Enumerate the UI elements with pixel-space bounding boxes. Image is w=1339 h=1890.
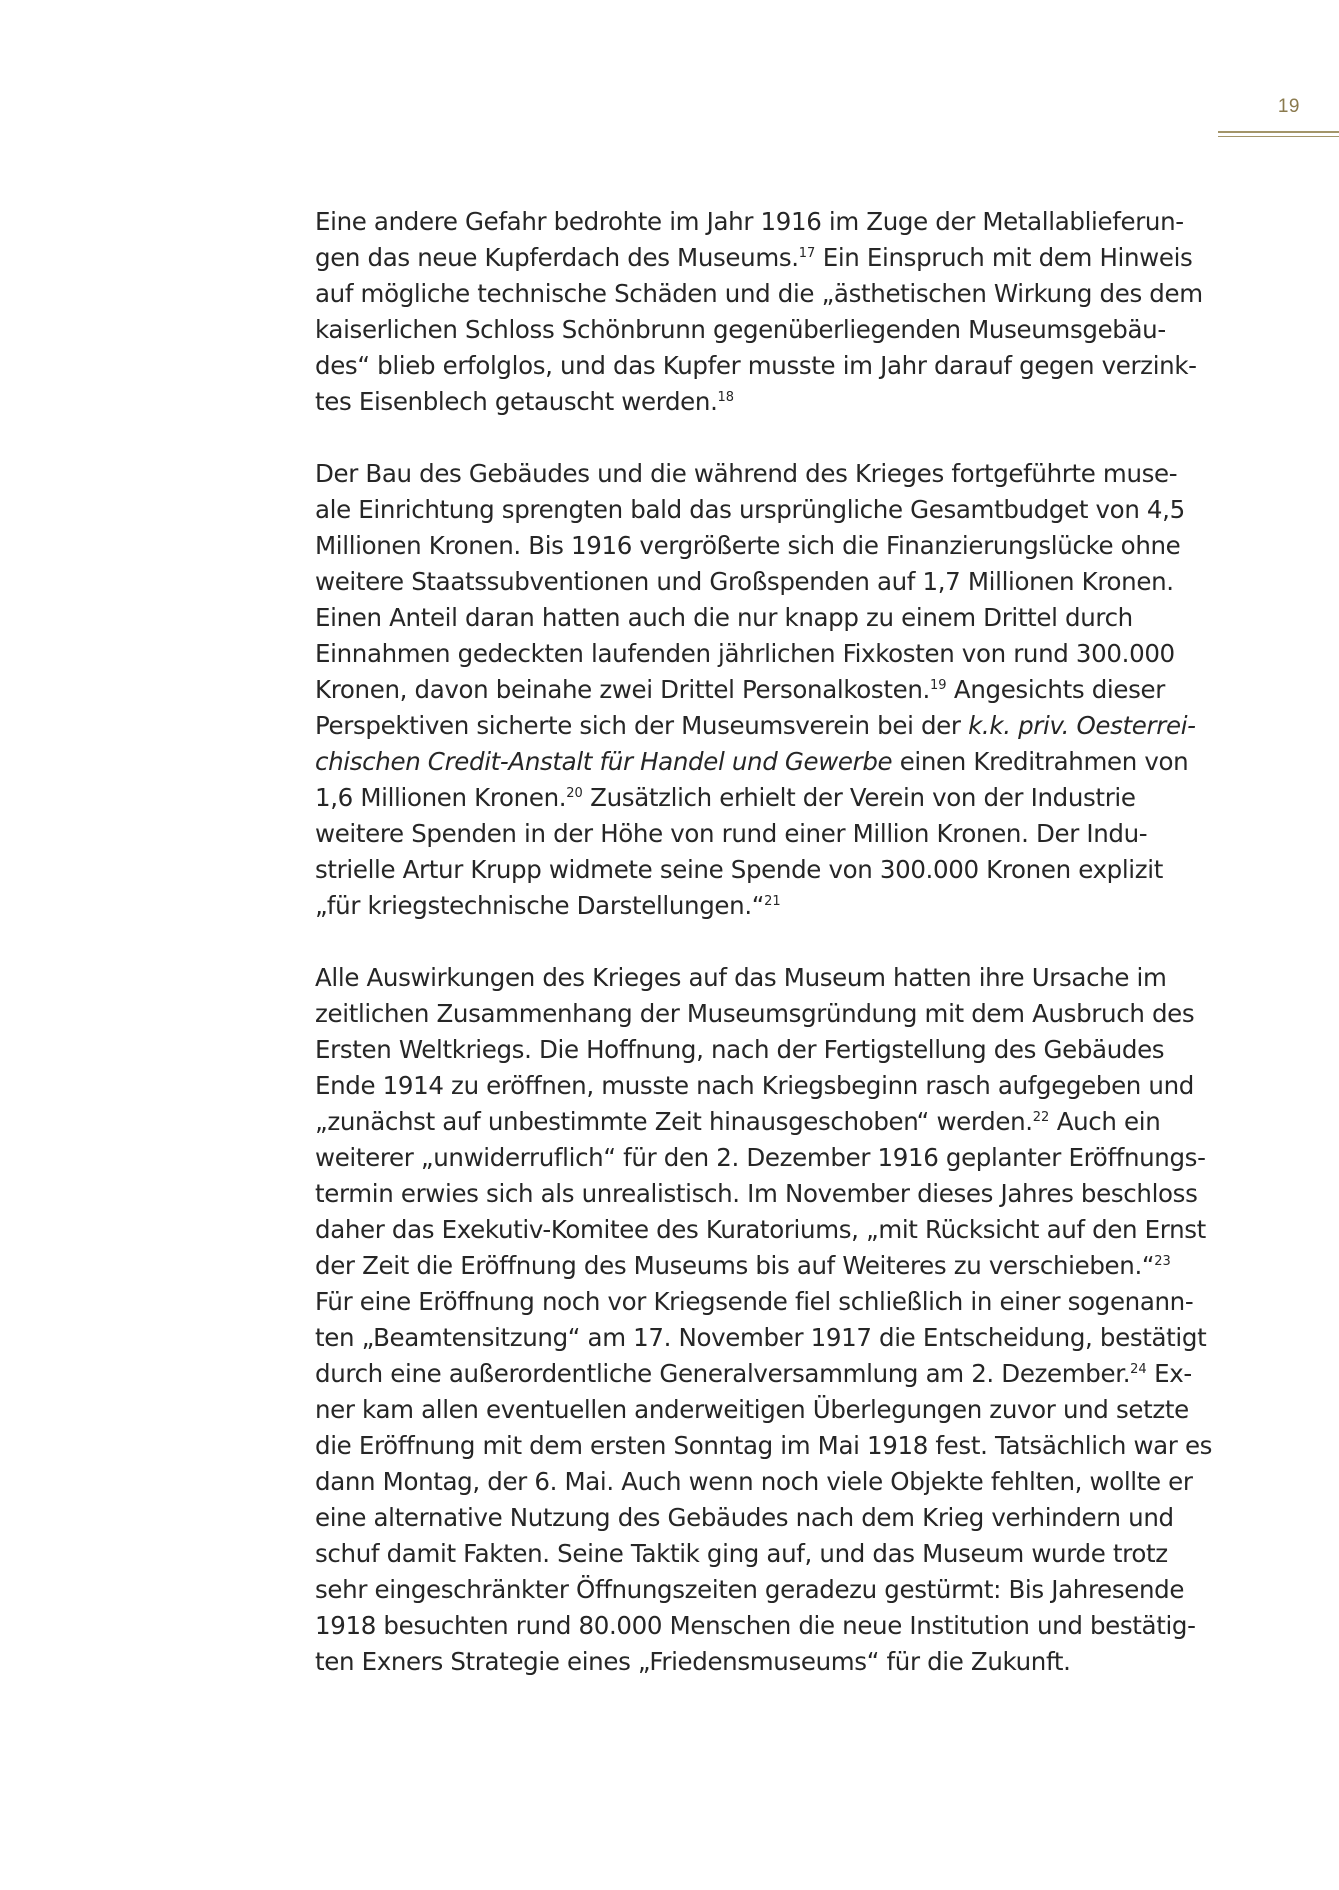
text-run: Für eine Eröffnung noch vor Kriegsende fiel schließlich in einer sogenann- (315, 1287, 1194, 1316)
text-line (315, 1356, 1215, 1392)
footnote-ref: 18 (717, 389, 735, 405)
text-run: „zunächst auf unbestimmte Zeit hinausgeschoben“ werden. (315, 1107, 1033, 1136)
text-line (315, 528, 1215, 564)
footnote-ref: 20 (566, 785, 583, 801)
footnote-ref: 17 (798, 245, 816, 261)
text-line (315, 996, 1215, 1032)
text-line (315, 492, 1215, 528)
header-rule-thick (1218, 131, 1339, 133)
text-run: termin erwies sich als unrealistisch. Im November dieses Jahres beschloss (315, 1179, 1198, 1208)
text-line (315, 384, 1215, 420)
text-run: daher das Exekutiv-Komitee des Kuratoriums, „mit Rücksicht auf den Ernst (315, 1215, 1206, 1244)
text-run: gen das neue Kupferdach des Museums. (315, 243, 799, 272)
text-line (315, 672, 1215, 708)
text-line (315, 1176, 1215, 1212)
text-line (315, 240, 1215, 276)
italic-text: chischen Credit-Anstalt für Handel und Gewerbe (315, 747, 893, 776)
text-run: Ein Einspruch mit dem Hinweis (815, 243, 1193, 272)
text-line (315, 780, 1215, 816)
text-run: strielle Artur Krupp widmete seine Spende von 300.000 Kronen explizit (315, 855, 1163, 884)
text-run: Ex- (1146, 1359, 1192, 1388)
text-line (315, 708, 1215, 744)
body-text (315, 204, 1215, 1716)
footnote-ref: 21 (764, 893, 781, 909)
footnote-ref: 19 (929, 677, 947, 693)
text-line (315, 1068, 1215, 1104)
text-line (315, 1644, 1215, 1680)
text-line (315, 1104, 1215, 1140)
header-rule-thin (1218, 136, 1339, 137)
text-line (315, 1320, 1215, 1356)
text-run: Zusätzlich erhielt der Verein von der Industrie (582, 783, 1136, 812)
text-run: „für kriegstechnische Darstellungen.“ (315, 891, 765, 920)
text-run: Kronen, davon beinahe zwei Drittel Personalkosten. (315, 675, 930, 704)
text-line (315, 636, 1215, 672)
text-run: einen Kreditrahmen von (892, 747, 1189, 776)
text-run: sehr eingeschränkter Öffnungszeiten geradezu gestürmt: Bis Jahresende (315, 1575, 1185, 1604)
text-line (315, 1464, 1215, 1500)
text-line (315, 1248, 1215, 1284)
text-line (315, 1500, 1215, 1536)
text-line (315, 744, 1215, 780)
text-run: ten Exners Strategie eines „Friedensmuseums“ für die Zukunft. (315, 1647, 1071, 1676)
footnote-ref: 24 (1130, 1361, 1147, 1377)
text-run: weitere Staatssubventionen und Großspenden auf 1,7 Millionen Kronen. (315, 567, 1174, 596)
text-run: 1918 besuchten rund 80.000 Menschen die neue Institution und bestätig- (315, 1611, 1196, 1640)
text-line (315, 1428, 1215, 1464)
text-run: schuf damit Fakten. Seine Taktik ging auf, und das Museum wurde trotz (315, 1539, 1168, 1568)
text-run: ner kam allen eventuellen anderweitigen Überlegungen zuvor und setzte (315, 1395, 1189, 1424)
text-run: Auch ein (1049, 1107, 1161, 1136)
text-line (315, 1140, 1215, 1176)
text-run: Alle Auswirkungen des Krieges auf das Museum hatten ihre Ursache im (315, 963, 1167, 992)
text-run: Ersten Weltkriegs. Die Hoffnung, nach der Fertigstellung des Gebäudes (315, 1035, 1165, 1064)
text-run: tes Eisenblech getauscht werden. (315, 387, 718, 416)
page-number: 19 (1277, 96, 1300, 117)
text-line (315, 204, 1215, 240)
text-run: dann Montag, der 6. Mai. Auch wenn noch viele Objekte fehlten, wollte er (315, 1467, 1193, 1496)
text-run: zeitlichen Zusammenhang der Museumsgründung mit dem Ausbruch des (315, 999, 1195, 1028)
text-run: 1,6 Millionen Kronen. (315, 783, 567, 812)
text-run: kaiserlichen Schloss Schönbrunn gegenüberliegenden Museumsgebäu- (315, 315, 1166, 344)
text-run: Der Bau des Gebäudes und die während des Krieges fortgeführte muse- (315, 459, 1178, 488)
text-line (315, 312, 1215, 348)
text-line (315, 1572, 1215, 1608)
text-line (315, 1212, 1215, 1248)
text-run: weiterer „unwiderruflich“ für den 2. Dezember 1916 geplanter Eröffnungs- (315, 1143, 1206, 1172)
text-line (315, 960, 1215, 996)
paragraph (315, 204, 1215, 420)
text-run: Eine andere Gefahr bedrohte im Jahr 1916 im Zuge der Metallablieferun- (315, 207, 1184, 236)
italic-text: k.k. priv. Oesterrei- (968, 711, 1196, 740)
text-run: eine alternative Nutzung des Gebäudes nach dem Krieg verhindern und (315, 1503, 1174, 1532)
text-line (315, 276, 1215, 312)
text-run: weitere Spenden in der Höhe von rund einer Million Kronen. Der Indu- (315, 819, 1148, 848)
text-line (315, 600, 1215, 636)
text-run: Millionen Kronen. Bis 1916 vergrößerte sich die Finanzierungslücke ohne (315, 531, 1181, 560)
text-run: die Eröffnung mit dem ersten Sonntag im Mai 1918 fest. Tatsächlich war es (315, 1431, 1213, 1460)
paragraph (315, 960, 1215, 1680)
footnote-ref: 23 (1154, 1253, 1171, 1269)
text-run: Perspektiven sicherte sich der Museumsverein bei der (315, 711, 969, 740)
text-run: durch eine außerordentliche Generalversammlung am 2. Dezember. (315, 1359, 1131, 1388)
footnote-ref: 22 (1032, 1109, 1050, 1125)
text-line (315, 1608, 1215, 1644)
text-line (315, 1032, 1215, 1068)
text-run: ten „Beamtensitzung“ am 17. November 1917 die Entscheidung, bestätigt (315, 1323, 1207, 1352)
text-run: Einen Anteil daran hatten auch die nur knapp zu einem Drittel durch (315, 603, 1133, 632)
text-run: Ende 1914 zu eröffnen, musste nach Kriegsbeginn rasch aufgegeben und (315, 1071, 1194, 1100)
text-run: der Zeit die Eröffnung des Museums bis auf Weiteres zu verschieben.“ (315, 1251, 1155, 1280)
text-line (315, 564, 1215, 600)
text-line (315, 1392, 1215, 1428)
text-run: ale Einrichtung sprengten bald das ursprüngliche Gesamtbudget von 4,5 (315, 495, 1185, 524)
text-run: auf mögliche technische Schäden und die „ästhetischen Wirkung des dem (315, 279, 1203, 308)
text-line (315, 348, 1215, 384)
text-line (315, 816, 1215, 852)
text-line (315, 1284, 1215, 1320)
text-line (315, 852, 1215, 888)
text-line (315, 456, 1215, 492)
text-run: Angesichts dieser (946, 675, 1165, 704)
text-run: des“ blieb erfolglos, und das Kupfer musste im Jahr darauf gegen verzink- (315, 351, 1197, 380)
text-run: Einnahmen gedeckten laufenden jährlichen Fixkosten von rund 300.000 (315, 639, 1175, 668)
paragraph (315, 456, 1215, 924)
text-line (315, 1536, 1215, 1572)
text-line (315, 888, 1215, 924)
